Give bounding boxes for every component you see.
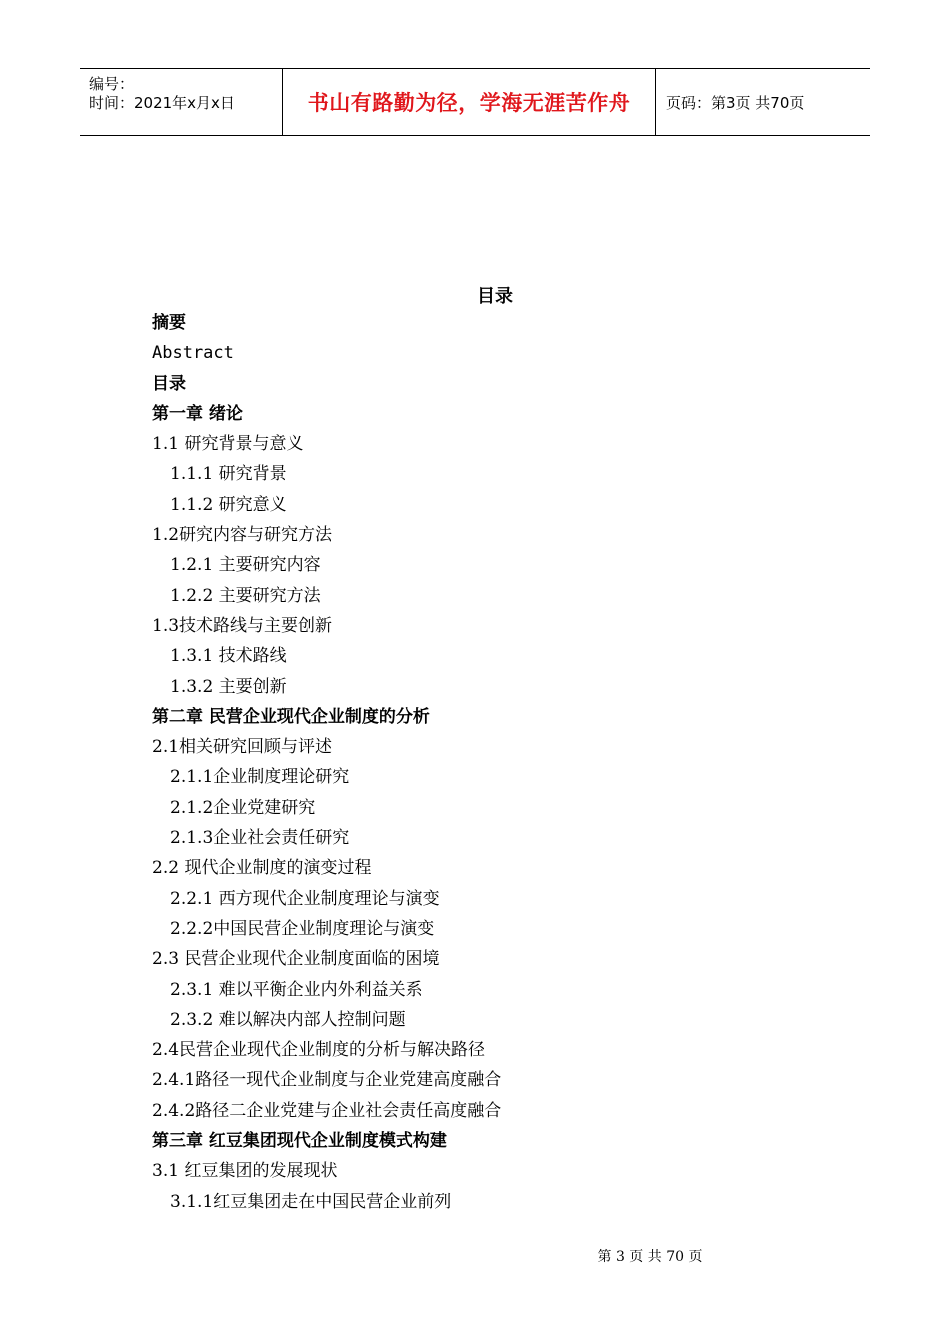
toc-entry[interactable]: 2.3 民营企业现代企业制度面临的困境: [152, 949, 440, 970]
page-footer: 第 3 页 共 70 页: [597, 1249, 703, 1265]
toc-entry[interactable]: 1.1 研究背景与意义: [152, 434, 304, 455]
toc-entry[interactable]: 2.1.2企业党建研究: [170, 797, 316, 818]
toc-entry[interactable]: 1.1.1 研究背景: [170, 464, 287, 485]
toc-entry[interactable]: 2.1.1企业制度理论研究: [170, 767, 350, 788]
toc-entry[interactable]: 第二章 民营企业现代企业制度的分析: [152, 706, 430, 727]
header-motto: 书山有路勤为径，学海无涯苦作舟: [307, 91, 631, 115]
toc-entry[interactable]: 1.3.1 技术路线: [170, 646, 287, 667]
toc-entry[interactable]: 1.2.1 主要研究内容: [170, 555, 321, 576]
toc-entry[interactable]: 1.2.2 主要研究方法: [170, 585, 321, 606]
header-page-cell: [656, 69, 870, 135]
toc-entry[interactable]: 1.3.2 主要创新: [170, 676, 287, 697]
toc-entry[interactable]: 2.1.3企业社会责任研究: [170, 828, 350, 849]
toc-entry[interactable]: Abstract: [152, 343, 234, 364]
header-motto-cell: [283, 69, 656, 135]
table-of-contents: [152, 308, 501, 1217]
toc-entry[interactable]: 摘要: [152, 313, 186, 333]
toc-entry[interactable]: 3.1 红豆集团的发展现状: [152, 1161, 338, 1182]
toc-entry[interactable]: 2.1相关研究回顾与评述: [152, 737, 333, 758]
toc-entry[interactable]: 3.1.1红豆集团走在中国民营企业前列: [170, 1191, 452, 1212]
header-meta-cell: [80, 69, 283, 135]
toc-title: 目录: [477, 286, 513, 307]
toc-entry[interactable]: 2.4.1路径一现代企业制度与企业党建高度融合: [152, 1070, 502, 1091]
document-date: 时间：2021年x月x日: [89, 94, 235, 112]
toc-entry[interactable]: 第一章 绪论: [152, 403, 243, 424]
toc-entry[interactable]: 目录: [152, 373, 186, 394]
toc-entry[interactable]: 2.2.2中国民营企业制度理论与演变: [170, 918, 435, 939]
header-page-info: 页码：第3页 共70页: [666, 93, 805, 112]
toc-entry[interactable]: 2.3.2 难以解决内部人控制问题: [170, 1009, 406, 1030]
toc-entry[interactable]: 第三章 红豆集团现代企业制度模式构建: [152, 1131, 447, 1152]
toc-entry[interactable]: 2.4.2路径二企业党建与企业社会责任高度融合: [152, 1100, 502, 1121]
toc-entry[interactable]: 1.2研究内容与研究方法: [152, 525, 333, 546]
document-header: [80, 68, 870, 136]
toc-entry[interactable]: 2.2 现代企业制度的演变过程: [152, 858, 372, 879]
toc-entry[interactable]: 2.2.1 西方现代企业制度理论与演变: [170, 888, 440, 909]
toc-entry[interactable]: 2.4民营企业现代企业制度的分析与解决路径: [152, 1040, 486, 1061]
document-code-label: 编号：: [89, 75, 135, 93]
toc-entry[interactable]: 1.3技术路线与主要创新: [152, 615, 333, 636]
toc-entry[interactable]: 2.3.1 难以平衡企业内外利益关系: [170, 979, 423, 1000]
toc-entry[interactable]: 1.1.2 研究意义: [170, 494, 287, 515]
